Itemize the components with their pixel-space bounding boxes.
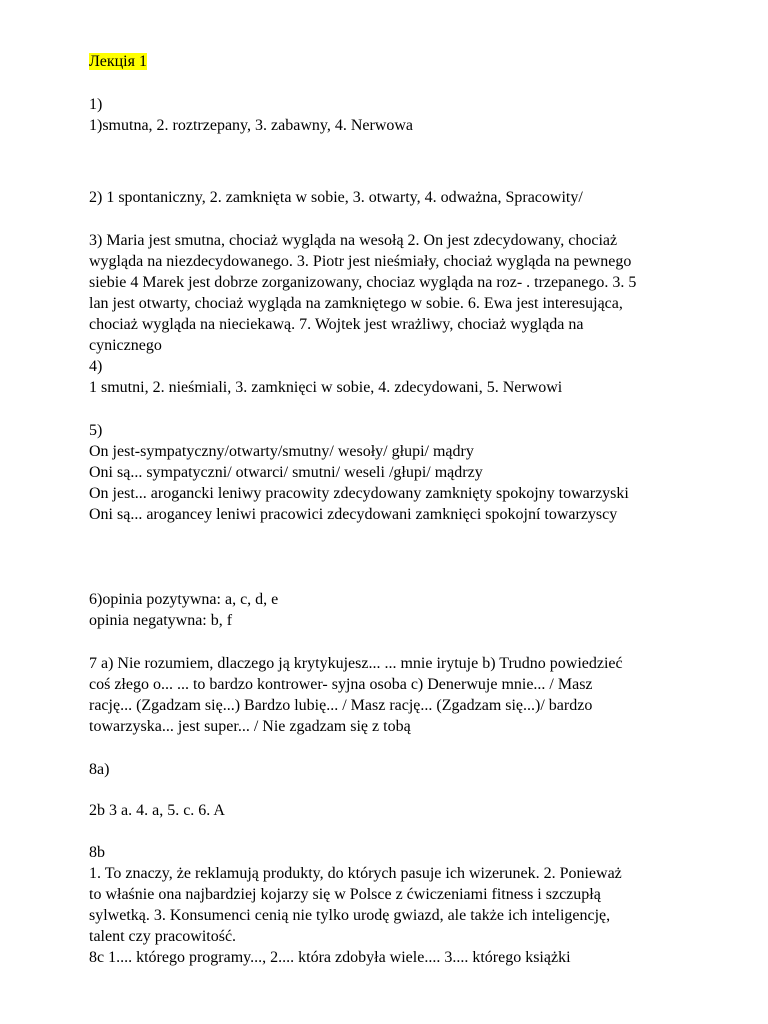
- text-line: 1): [89, 96, 103, 113]
- text-line: siebie 4 Marek jest dobrze zorganizowany, chociaz wygląda na roz- . trzepanego. 3. 5: [89, 274, 637, 291]
- text-line: 2) 1 spontaniczny, 2. zamknięta w sobie, 3. otwarty, 4. odważna, Spracowity/: [89, 189, 583, 206]
- text-line: On jest-sympatyczny/otwarty/smutny/ wesoły/ głupi/ mądry: [89, 443, 474, 460]
- text-line: 7 a) Nie rozumiem, dlaczego ją krytykujesz... ... mnie irytuje b) Trudno powiedzieć: [89, 655, 623, 672]
- text-line: cynicznego: [89, 337, 162, 354]
- text-line: 8b: [89, 844, 105, 861]
- text-line: Oni są... arogancey leniwi pracowici zdecydowani zamknięci spokojní towarzyscy: [89, 506, 618, 523]
- lecture-title: [89, 51, 147, 72]
- text-line: 5): [89, 422, 103, 439]
- text-line: wygląda na niezdecydowanego. 3. Piotr jest nieśmiały, chociaż wygląda na pewnego: [89, 253, 632, 270]
- text-line: to właśnie ona najbardziej kojarzy się w Polsce z ćwiczeniami fitness i szczupłą: [89, 886, 601, 903]
- text-line: coś złego o... ... to bardzo kontrower- syjna osoba c) Denerwuje mnie... / Masz: [89, 676, 593, 693]
- text-line: Oni są... sympatyczni/ otwarci/ smutni/ weseli /głupi/ mądrzy: [89, 464, 483, 481]
- text-line: 8c 1.... którego programy..., 2.... która zdobyła wiele.... 3.... którego książki: [89, 949, 571, 966]
- text-line: 1 smutni, 2. nieśmiali, 3. zamknięci w sobie, 4. zdecydowani, 5. Nerwowi: [89, 379, 563, 396]
- text-line: 1)smutna, 2. roztrzepany, 3. zabawny, 4. Nerwowa: [89, 117, 414, 134]
- text-line: chociaż wygląda na nieciekawą. 7. Wojtek jest wrażliwy, chociaż wygląda na: [89, 316, 584, 333]
- text-line: opinia negatywna: b, f: [89, 612, 233, 629]
- text-line: 3) Maria jest smutna, chociaż wygląda na wesołą 2. On jest zdecydowany, chociaż: [89, 232, 618, 249]
- text-line: 4): [89, 358, 103, 375]
- text-line: rację... (Zgadzam się...) Bardzo lubię... / Masz rację... (Zgadzam się...)/ bardzo: [89, 697, 593, 714]
- text-line: 6)opinia pozytywna: a, c, d, e: [89, 591, 279, 608]
- text-line: towarzyska... jest super... / Nie zgadzam się z tobą: [89, 718, 411, 735]
- text-line: On jest... arogancki leniwy pracowity zdecydowany zamknięty spokojny towarzyski: [89, 485, 629, 502]
- lecture-title-highlight: Лекція 1: [89, 53, 147, 70]
- text-line: talent czy pracowitość.: [89, 928, 237, 945]
- text-line: 2b 3 a. 4. a, 5. c. 6. A: [89, 802, 225, 819]
- text-line: lan jest otwarty, chociaż wygląda na zamkniętego w sobie. 6. Ewa jest interesująca,: [89, 295, 623, 312]
- text-line: 1. To znaczy, że reklamują produkty, do których pasuje ich wizerunek. 2. Ponieważ: [89, 865, 622, 882]
- text-line: sylwetką. 3. Konsumenci cenią nie tylko urodę gwiazd, ale także ich inteligencję,: [89, 907, 611, 924]
- text-line: 8a): [89, 761, 110, 778]
